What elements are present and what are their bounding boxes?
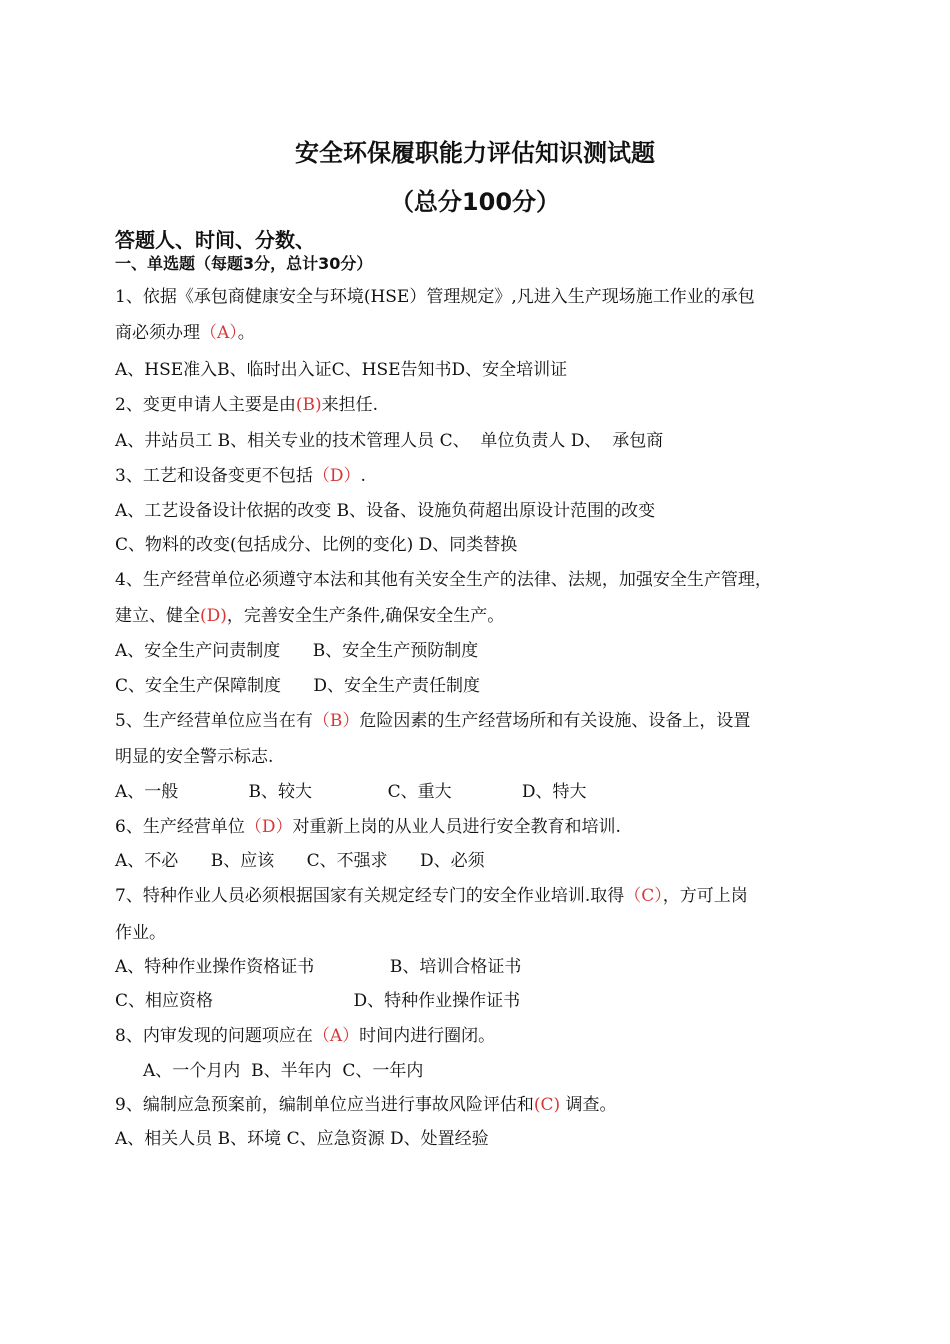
answer-mark: （B） <box>312 711 360 731</box>
document-subtitle: （总分100分） <box>389 188 561 216</box>
question-4-line-2: 建立、健全(D)，完善安全生产条件,确保安全生产。 <box>115 606 505 626</box>
section-heading: 一、单选题（每题3分，总计30分） <box>115 254 373 273</box>
question-3: 3、工艺和设备变更不包括（D）. <box>115 466 366 486</box>
answer-mark: (C) <box>533 1095 561 1115</box>
question-8-options: A、一个月内 B、半年内 C、一年内 <box>143 1061 424 1081</box>
question-1-options: A、HSE准入B、临时出入证C、HSE告知书D、安全培训证 <box>115 360 568 380</box>
question-2-options: A、井站员工 B、相关专业的技术管理人员 C、 单位负责人 D、 承包商 <box>115 431 664 451</box>
question-1-line-1: 1、依据《承包商健康安全与环境(HSE）管理规定》,凡进入生产现场施工作业的承包 <box>115 287 755 307</box>
question-7-line-1: 7、特种作业人员必须根据国家有关规定经专门的安全作业培训.取得（C），方可上岗 <box>115 886 748 906</box>
question-7-options-2: C、相应资格 D、特种作业操作证书 <box>115 991 521 1011</box>
answer-mark: （D） <box>244 817 293 837</box>
question-4-options-1: A、安全生产问责制度 B、安全生产预防制度 <box>115 641 479 661</box>
question-6-options: A、不必 B、应该 C、不强求 D、必须 <box>115 851 485 871</box>
question-4-options-2: C、安全生产保障制度 D、安全生产责任制度 <box>115 676 481 696</box>
question-5-line-2: 明显的安全警示标志. <box>115 747 274 767</box>
answer-mark: (B) <box>295 395 322 415</box>
question-3-options-1: A、工艺设备设计依据的改变 B、设备、设施负荷超出原设计范围的改变 <box>115 501 656 521</box>
answer-mark: （A） <box>200 323 238 343</box>
question-7-line-2: 作业。 <box>115 923 166 943</box>
question-9-options: A、相关人员 B、环境 C、应急资源 D、处置经验 <box>115 1129 489 1149</box>
answer-mark: （A） <box>312 1026 360 1046</box>
question-5-line-1: 5、生产经营单位应当在有（B）危险因素的生产经营场所和有关设施、设备上，设置 <box>115 711 751 731</box>
answer-mark: （D） <box>312 466 361 486</box>
answer-mark: （C） <box>624 886 663 906</box>
question-4-line-1: 4、生产经营单位必须遵守本法和其他有关安全生产的法律、法规，加强安全生产管理， <box>115 570 772 590</box>
question-3-options-2: C、物料的改变(包括成分、比例的变化) D、同类替换 <box>115 535 518 555</box>
question-2: 2、变更申请人主要是由(B)来担任. <box>115 395 378 415</box>
question-6: 6、生产经营单位（D）对重新上岗的从业人员进行安全教育和培训. <box>115 817 621 837</box>
question-1-line-2: 商必须办理（A）。 <box>115 323 255 343</box>
answer-mark: (D) <box>200 606 227 626</box>
question-7-options-1: A、特种作业操作资格证书 B、培训合格证书 <box>115 957 522 977</box>
document-title: 安全环保履职能力评估知识测试题 <box>295 139 655 167</box>
question-5-options: A、一般 B、较大 C、重大 D、特大 <box>115 782 587 802</box>
question-8: 8、内审发现的问题项应在（A）时间内进行圈闭。 <box>115 1026 496 1046</box>
respondent-info: 答题人、时间、分数、 <box>115 228 315 252</box>
question-9: 9、编制应急预案前，编制单位应当进行事故风险评估和(C) 调查。 <box>115 1095 617 1115</box>
